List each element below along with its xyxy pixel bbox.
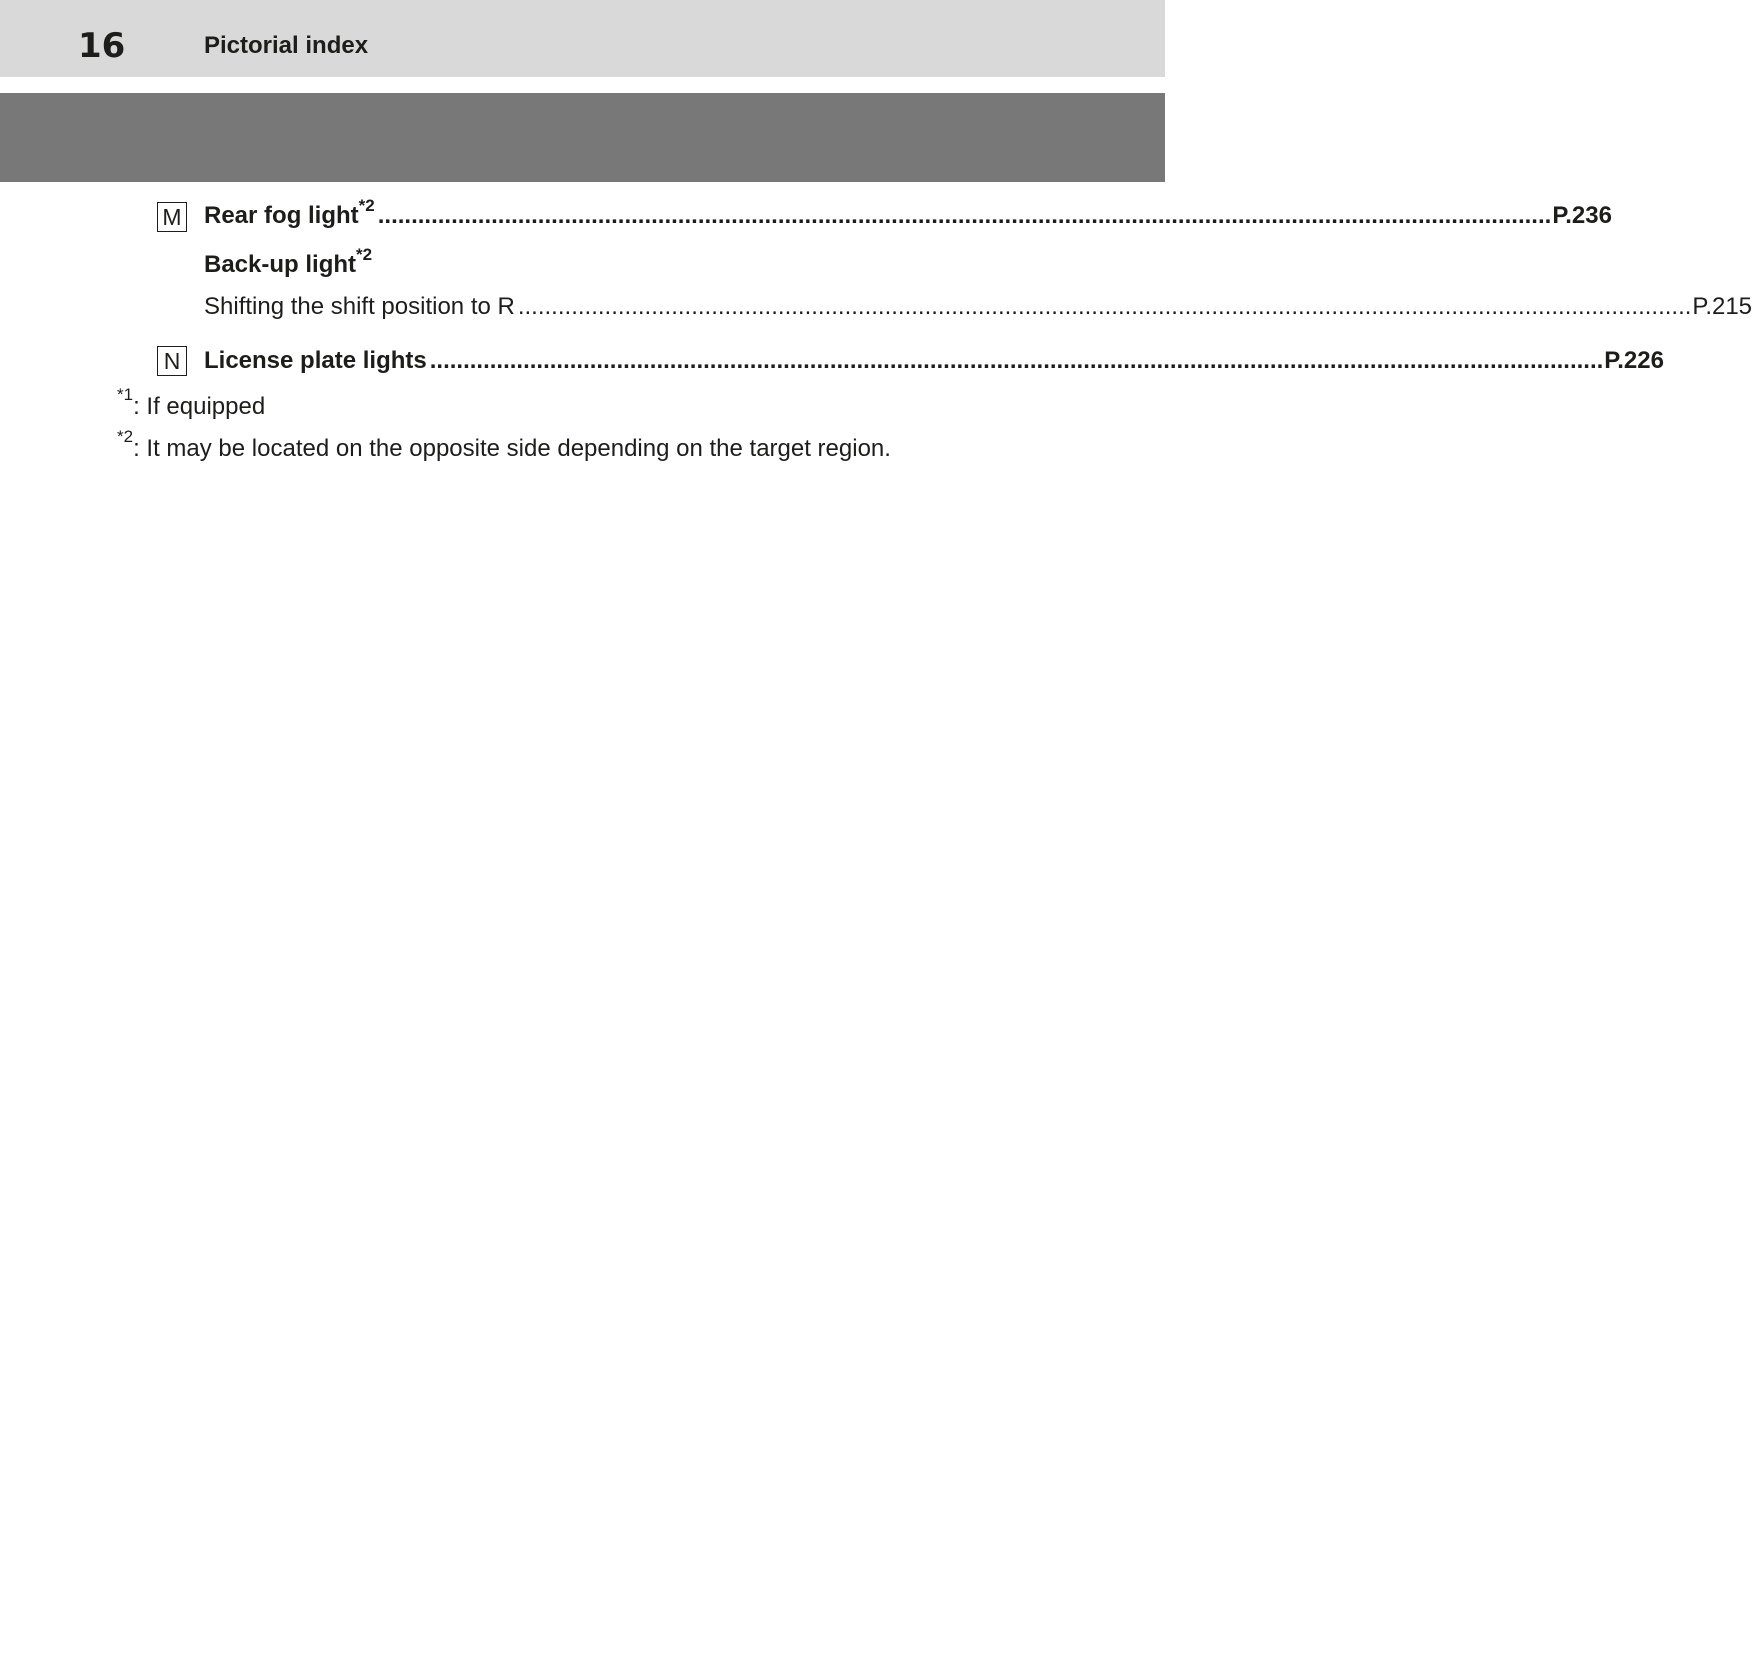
section-title: Pictorial index — [204, 32, 369, 59]
page-number: 16 — [78, 26, 126, 66]
page-reference: P.226 — [1604, 347, 1664, 374]
leader-dots: ................................................................................................................................................................................ — [429, 347, 1604, 374]
leader-dots: ................................................................................................................................................................................ — [517, 293, 1692, 320]
footnote-mark: *2 — [356, 245, 373, 264]
item-letter-n: N — [157, 346, 187, 376]
entry-label: Rear fog light$^{*2}$ — [204, 196, 375, 229]
entry-backup-light: Back-up light$^{*2}$ — [204, 245, 373, 278]
entry-label: Shifting the shift position to R — [204, 293, 515, 320]
page-header — [0, 0, 1165, 77]
entry-license-plate-lights — [204, 346, 1664, 376]
entry-label: License plate lights — [204, 347, 427, 374]
leader-dots: ................................................................................................................................................................................ — [377, 202, 1552, 229]
entry-backup-shift-position — [204, 292, 1752, 322]
footnote-mark: *2 — [358, 196, 375, 215]
page-reference: P.236 — [1552, 202, 1612, 229]
section-band — [0, 93, 1165, 182]
entry-rear-fog-light — [204, 196, 1612, 231]
footnote-2: $^{*2}$: It may be located on the opposite side depending on the target region. — [117, 427, 891, 462]
footnote-mark: *1 — [117, 385, 134, 404]
page-reference: P.215 — [1692, 293, 1752, 320]
footnote-1: $^{*1}$: If equipped — [117, 385, 266, 420]
footnote-mark: *2 — [117, 427, 134, 446]
item-letter-m: M — [157, 202, 187, 232]
